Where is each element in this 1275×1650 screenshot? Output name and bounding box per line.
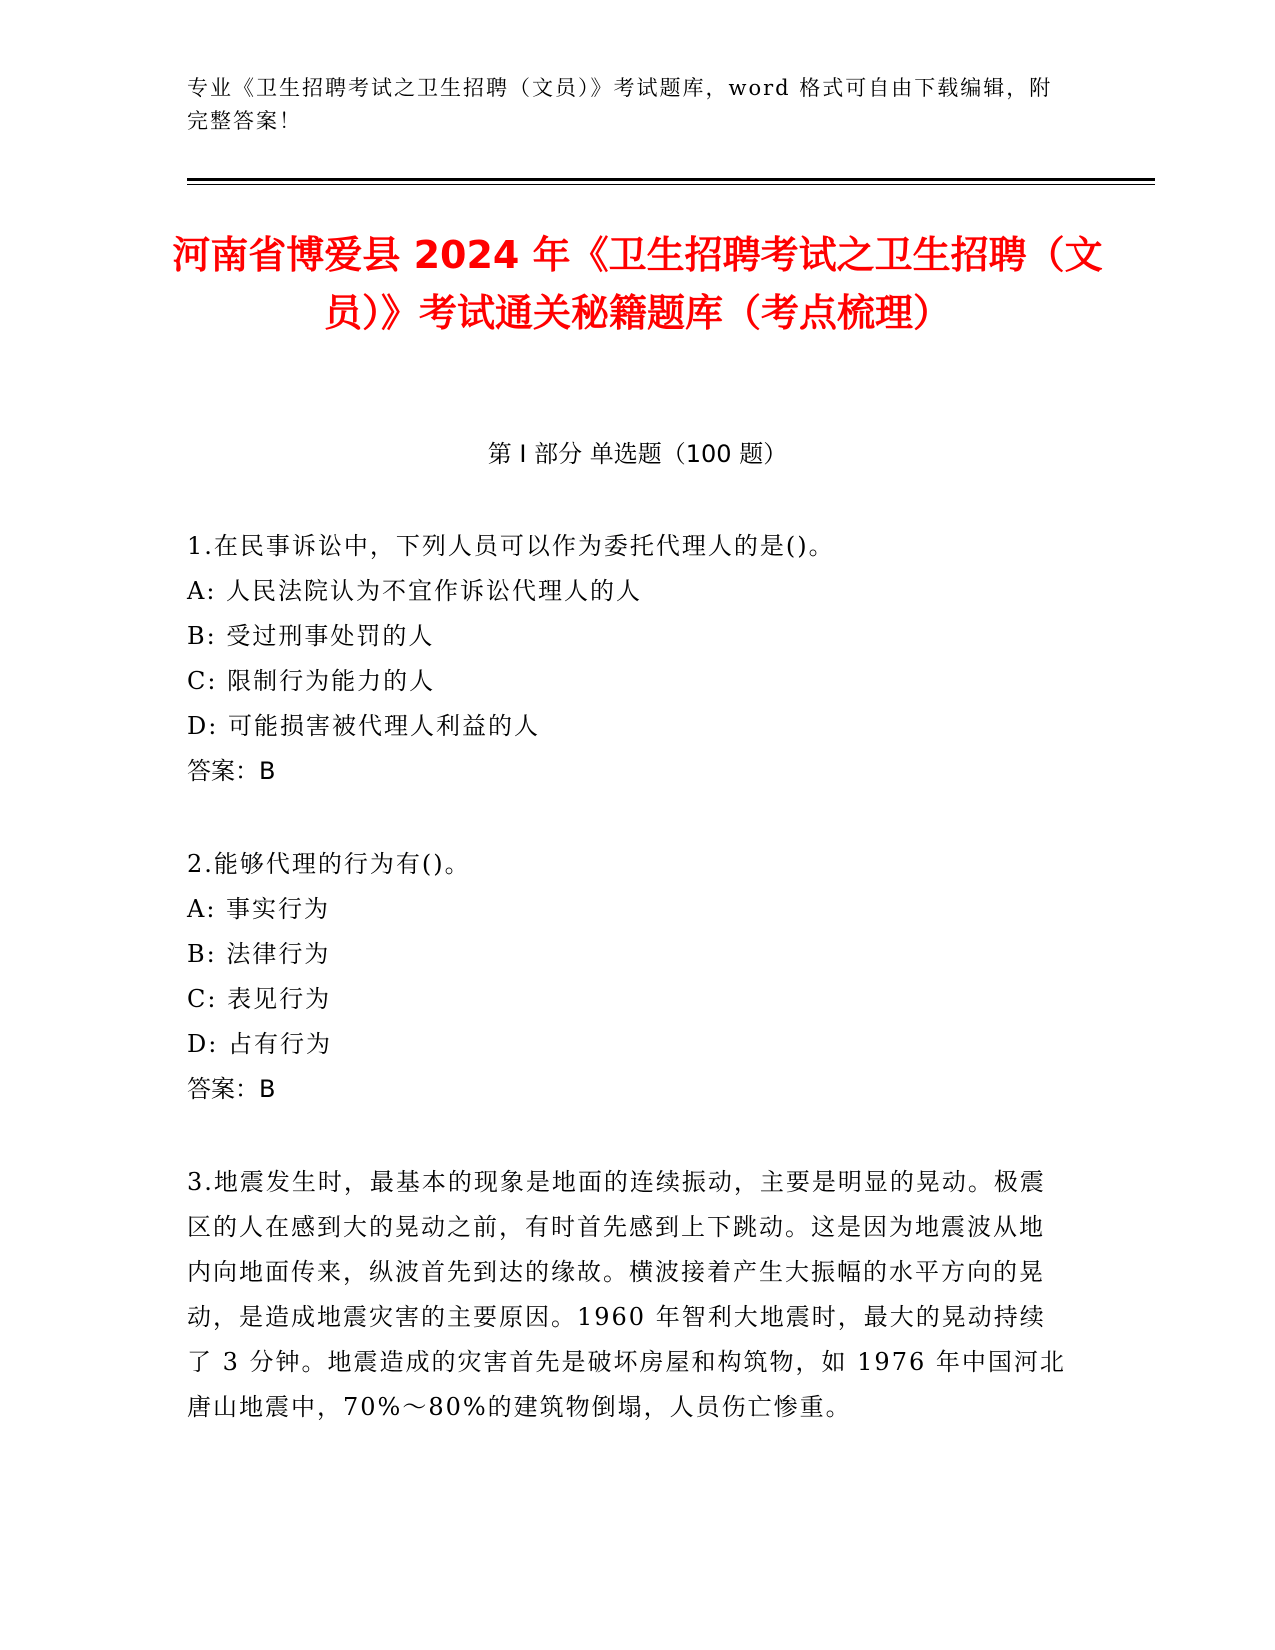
- section-heading: 第 I 部分 单选题（100 题）: [487, 440, 788, 468]
- question-stem: 2.能够代理的行为有()。: [187, 850, 471, 878]
- option-d: D: 可能损害被代理人利益的人: [187, 712, 540, 740]
- option-a: A: 事实行为: [187, 895, 331, 923]
- header-note: 专业《卫生招聘考试之卫生招聘（文员）》考试题库，word 格式可自由下载编辑，附完整答案！: [187, 76, 1053, 133]
- answer: 答案：B: [187, 1075, 276, 1103]
- option-c: C: 表见行为: [187, 985, 332, 1013]
- document-title: 河南省博爱县 2024 年《卫生招聘考试之卫生招聘（文员）》考试通关秘籍题库（考点梳理）: [172, 233, 1103, 335]
- option-b: B: 受过刑事处罚的人: [187, 622, 435, 650]
- question-stem: 1.在民事诉讼中，下列人员可以作为委托代理人的是()。: [187, 532, 835, 560]
- header-rule-thick: [187, 178, 1155, 181]
- option-b: B: 法律行为: [187, 940, 331, 968]
- option-c: C: 限制行为能力的人: [187, 667, 436, 695]
- question-2: [187, 842, 1067, 1112]
- header-rule-thin: [187, 184, 1155, 185]
- option-a: A: 人民法院认为不宜作诉讼代理人的人: [187, 577, 643, 605]
- question-1: [187, 524, 1067, 794]
- question-stem: 3.地震发生时，最基本的现象是地面的连续振动，主要是明显的晃动。极震区的人在感到大的晃动之前，有时首先感到上下跳动。这是因为地震波从地内向地面传来，纵波首先到达的缘故。横波接着产生大振幅的水平方向的晃动，是造成地震灾害的主要原因。1960 年智利大地震时，最大的晃动持续了 3 分钟。地震造成的灾害首先是破坏房屋和构筑物，如 1976 年中国河北唐山地震中，70%～80%的建筑物倒塌，人员伤亡惨重。: [187, 1168, 1066, 1421]
- option-d: D: 占有行为: [187, 1030, 332, 1058]
- question-3: [187, 1160, 1067, 1430]
- answer: 答案：B: [187, 757, 276, 785]
